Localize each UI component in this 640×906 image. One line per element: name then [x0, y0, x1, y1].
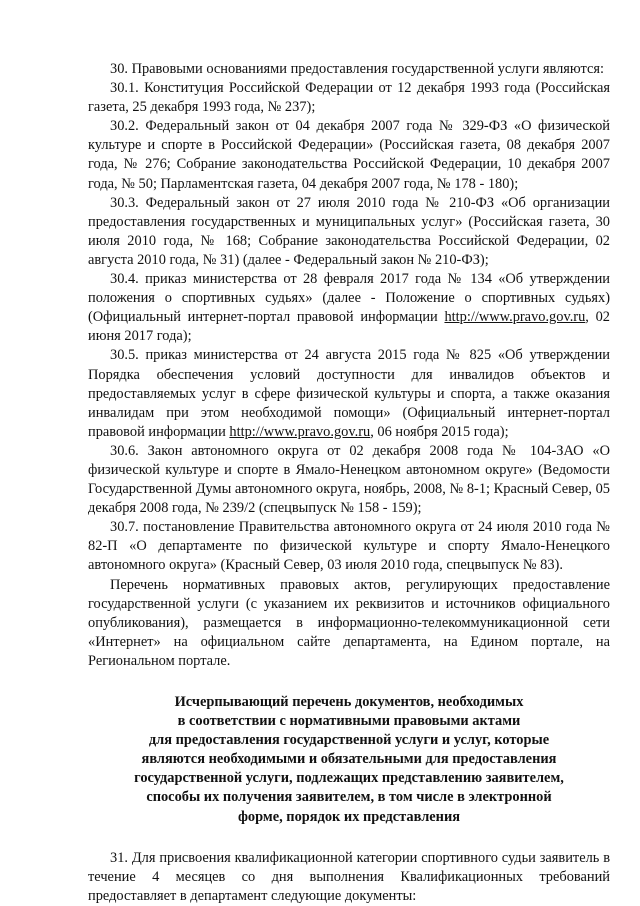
paragraph-30-5-text: 30.5. приказ министерства от 24 августа 2015 года № 825 «Об утверждении Порядка обеспечения условий доступности для инвалидов объектов и предоставляемых услуг в сфере физической культуры и спорта, а также оказания инвалидам при этом необходимой помощи» (Официальный интернет-портал правовой информации	[88, 347, 610, 440]
document-page	[88, 60, 610, 906]
paragraph-30-4	[88, 270, 610, 346]
heading-line: для предоставления государственной услуги и услуг, которые	[148, 732, 550, 749]
heading-line: являются необходимыми и обязательными для предоставления	[141, 751, 557, 768]
paragraph-31: 31. Для присвоения квалификационной категории спортивного судьи заявитель в течение 4 месяцев со дня выполнения Квалификационных требований предоставляет в департамент следующие документы:	[88, 849, 610, 904]
paragraph-30-3: 30.3. Федеральный закон от 27 июля 2010 года № 210-ФЗ «Об организации предоставления государственных и муниципальных услуг» (Российская газета, 30 июля 2010 года, № 168; Собрание законодательства Российской Федерации, 02 августа 2010 года, № 31) (далее - Федеральный закон № 210-ФЗ);	[88, 194, 610, 268]
paragraph-30-2: 30.2. Федеральный закон от 04 декабря 2007 года № 329-ФЗ «О физической культуре и спорте в Российской Федерации» (Российская газета, 08 декабря 2007 года, № 276; Собрание законодательства Российской Федерации, 10 декабря 2007 года, № 50; Парламентская газета, 04 декабря 2007 года, № 178 - 180);	[88, 118, 610, 192]
heading-line: способы их получения заявителем, в том числе в электронной	[146, 789, 552, 806]
heading-line: форме, порядок их представления	[237, 808, 461, 825]
heading-line: в соответствии с нормативными правовыми актами	[177, 713, 521, 730]
heading-line: государственной услуги, подлежащих представлению заявителем,	[134, 770, 564, 787]
paragraph-list-of-acts: Перечень нормативных правовых актов, регулирующих предоставление государственной услуги (с указанием их реквизитов и источников официального опубликования), размещается в информационно-телекоммуникационной сети «Интернет» на официальном сайте департамента, на Едином портале, на Региональном портале.	[88, 576, 610, 669]
pravo-link[interactable]: http://www.pravo.gov.ru	[444, 309, 586, 326]
heading-line: Исчерпывающий перечень документов, необходимых	[174, 694, 524, 710]
section-heading	[88, 693, 610, 827]
paragraph-30-1: 30.1. Конституция Российской Федерации от 12 декабря 1993 года (Российская газета, 25 декабря 1993 года, № 237);	[88, 80, 610, 116]
paragraph-30-4-text: 30.4. приказ министерства от 28 февраля 2017 года № 134 «Об утверждении положения о спортивных судьях» (далее - Положение о спортивных судьях) (Официальный интернет-портал правовой информации	[88, 271, 610, 326]
paragraph-30: 30. Правовыми основаниями предоставления государственной услуги являются:	[110, 61, 604, 77]
paragraph-30-7: 30.7. постановление Правительства автономного округа от 24 июля 2010 года № 82-П «О департаменте по физической культуре и спорту Ямало-Ненецкого автономного округа» (Красный Север, 03 июля 2010 года, спецвыпуск № 83).	[88, 519, 610, 574]
pravo-link[interactable]: http://www.pravo.gov.ru	[229, 423, 371, 440]
paragraph-30-5-tail: , 06 ноября 2015 года);	[370, 423, 509, 440]
paragraph-30-5	[88, 346, 610, 441]
paragraph-30-4-tail: , 02 июня 2017 года);	[88, 309, 610, 345]
paragraph-30-6: 30.6. Закон автономного округа от 02 декабря 2008 года № 104-ЗАО «О физической культуре и спорте в Ямало-Ненецком автономном округе» (Ведомости Государственной Думы автономного округа, ноябрь, 2008, № 8-1; Красный Север, 05 декабря 2008 года, № 239/2 (спецвыпуск № 158 - 159);	[88, 442, 610, 517]
